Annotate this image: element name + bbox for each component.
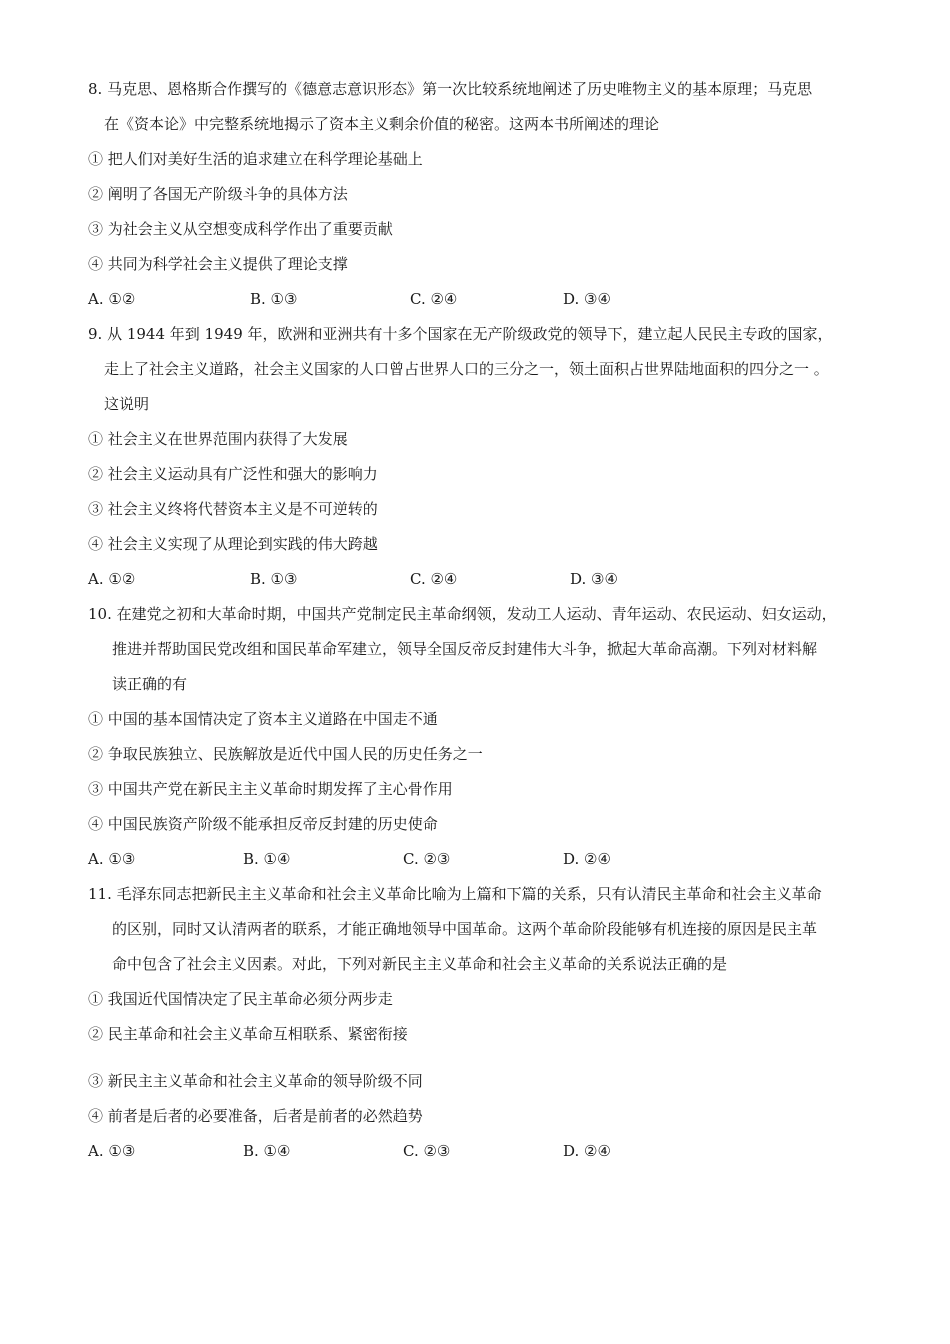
question-8-option-2: ② 阐明了各国无产阶级斗争的具体方法 [88,185,348,203]
question-10-answer-a: A. ①③ [88,850,136,868]
question-8-stem-line-2: 在《资本论》中完整系统地揭示了资本主义剩余价值的秘密。这两本书所阐述的理论 [104,115,660,133]
question-9-option-4: ④ 社会主义实现了从理论到实践的伟大跨越 [88,535,378,553]
question-9-answer-d: D. ③④ [570,570,618,588]
question-10-option-1: ① 中国的基本国情决定了资本主义道路在中国走不通 [88,710,438,728]
question-11-stem-line-1: 11. 毛泽东同志把新民主主义革命和社会主义革命比喻为上篇和下篇的关系，只有认清民主革命和社会主义革命 [88,885,822,903]
question-9-option-1: ① 社会主义在世界范围内获得了大发展 [88,430,348,448]
question-11-option-1: ① 我国近代国情决定了民主革命必须分两步走 [88,990,393,1008]
question-9-stem-line-1: 9. 从 1944 年到 1949 年，欧洲和亚洲共有十多个国家在无产阶级政党的领导下，建立起人民民主专政的国家， [88,325,833,343]
question-11-option-4: ④ 前者是后者的必要准备，后者是前者的必然趋势 [88,1107,423,1125]
question-10-option-3: ③ 中国共产党在新民主主义革命时期发挥了主心骨作用 [88,780,453,798]
question-10-stem-line-2: 推进并帮助国民党改组和国民革命军建立，领导全国反帝反封建伟大斗争，掀起大革命高潮。下列对材料解 [112,640,818,658]
question-10-answer-b: B. ①④ [243,850,291,868]
question-9-option-2: ② 社会主义运动具有广泛性和强大的影响力 [88,465,378,483]
question-10-answer-c: C. ②③ [403,850,451,868]
question-9-stem-line-2: 走上了社会主义道路，社会主义国家的人口曾占世界人口的三分之一，领土面积占世界陆地面积的四分之一 。 [104,360,829,378]
question-10-stem-line-3: 读正确的有 [112,675,188,693]
question-11-answer-c: C. ②③ [403,1142,451,1160]
question-8-answer-b: B. ①③ [250,290,298,308]
question-10-option-2: ② 争取民族独立、民族解放是近代中国人民的历史任务之一 [88,745,483,763]
question-8-answer-c: C. ②④ [410,290,458,308]
question-10-answer-d: D. ②④ [563,850,611,868]
question-9-stem-line-3: 这说明 [104,395,150,413]
question-8-option-3: ③ 为社会主义从空想变成科学作出了重要贡献 [88,220,393,238]
question-8-option-4: ④ 共同为科学社会主义提供了理论支撑 [88,255,348,273]
question-11-answer-a: A. ①③ [88,1142,136,1160]
question-11-stem-line-3: 命中包含了社会主义因素。对此，下列对新民主主义革命和社会主义革命的关系说法正确的是 [112,955,728,973]
question-11-stem-line-2: 的区别，同时又认清两者的联系，才能正确地领导中国革命。这两个革命阶段能够有机连接的原因是民主革 [112,920,818,938]
question-9-option-3: ③ 社会主义终将代替资本主义是不可逆转的 [88,500,378,518]
question-8-answer-d: D. ③④ [563,290,611,308]
question-11-answer-b: B. ①④ [243,1142,291,1160]
question-10-stem-line-1: 10. 在建党之初和大革命时期，中国共产党制定民主革命纲领，发动工人运动、青年运动、农民运动、妇女运动， [88,605,837,623]
question-9-answer-a: A. ①② [88,570,136,588]
question-11-option-2: ② 民主革命和社会主义革命互相联系、紧密衔接 [88,1025,408,1043]
question-8-stem-line-1: 8. 马克思、恩格斯合作撰写的《德意志意识形态》第一次比较系统地阐述了历史唯物主义的基本原理；马克思 [88,80,813,98]
question-11-answer-d: D. ②④ [563,1142,611,1160]
question-9-answer-b: B. ①③ [250,570,298,588]
question-8-answer-a: A. ①② [88,290,136,308]
question-10-option-4: ④ 中国民族资产阶级不能承担反帝反封建的历史使命 [88,815,438,833]
question-8-option-1: ① 把人们对美好生活的追求建立在科学理论基础上 [88,150,423,168]
question-11-option-3: ③ 新民主主义革命和社会主义革命的领导阶级不同 [88,1072,423,1090]
question-9-answer-c: C. ②④ [410,570,458,588]
